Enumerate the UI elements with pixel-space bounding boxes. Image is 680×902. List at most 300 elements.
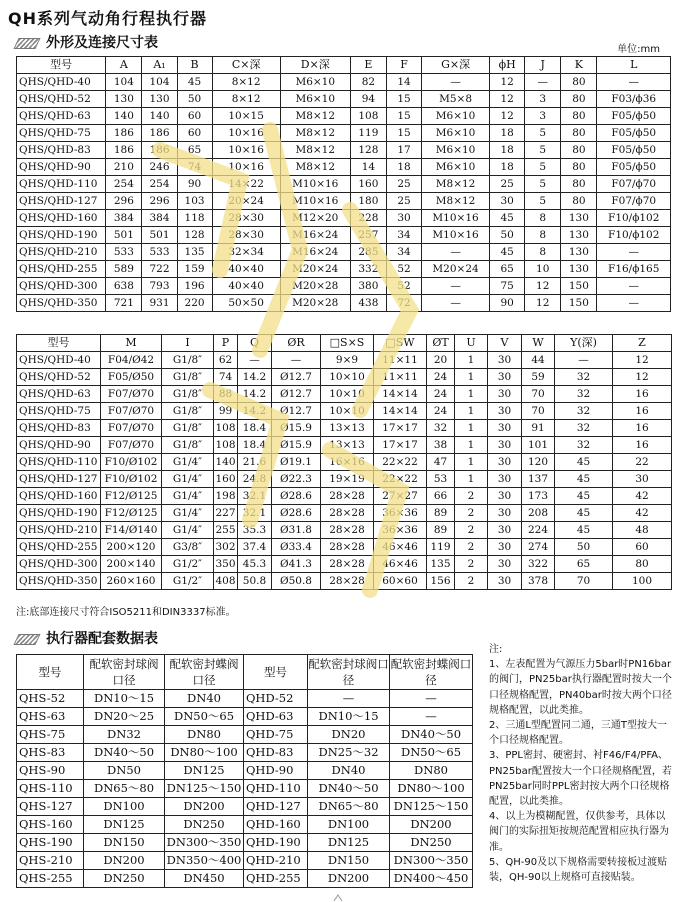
table-cell: F07/Ø70 — [101, 420, 162, 437]
table-cell: 45 — [177, 74, 212, 91]
table-cell: — — [555, 352, 613, 369]
table-cell: QHD-190 — [244, 834, 308, 852]
table-cell: 45 — [555, 522, 613, 539]
table-cell: 255 — [214, 522, 238, 539]
table-cell: 8 — [525, 227, 561, 244]
table-cell: M8×12 — [280, 159, 350, 176]
table-cell: QHS/QHD-255 — [17, 261, 106, 278]
table-cell: DN40～50 — [308, 780, 390, 798]
table-cell: DN20～25 — [84, 708, 165, 726]
section-bar-icon — [13, 38, 40, 49]
table-cell: 14 — [386, 74, 421, 91]
table-cell: 30 — [488, 471, 522, 488]
table-cell: 45.3 — [238, 556, 272, 573]
note-item: 2、三通L型配置同二通，三通T型按大一个口径规格配置。 — [489, 720, 668, 747]
table-cell: 50 — [555, 539, 613, 556]
table-cell: 60 — [177, 108, 212, 125]
column-header: □S×S — [321, 335, 374, 352]
table-cell: — — [597, 295, 671, 312]
table-cell: 16 — [613, 437, 672, 454]
table-cell: DN200 — [84, 852, 165, 870]
page-title: QH系列气动角行程执行器 — [8, 9, 207, 28]
table-cell: 5 — [525, 176, 561, 193]
column-header: 配软密封球阀口径 — [84, 655, 165, 690]
table-cell: 18.4 — [238, 437, 272, 454]
table-cell: — — [422, 278, 490, 295]
table-cell: — — [308, 690, 390, 708]
table-cell: 2 — [455, 573, 488, 590]
table-cell: 501 — [142, 227, 177, 244]
table-cell: 50 — [490, 227, 525, 244]
table-cell: 210 — [106, 159, 142, 176]
table-cell: 94 — [350, 91, 386, 108]
table-cell: QHS/QHD-52 — [17, 91, 106, 108]
table-cell: DN65～80 — [308, 798, 390, 816]
column-header: P — [214, 335, 238, 352]
table-cell: — — [597, 244, 671, 261]
table-cell: DN125～150 — [390, 798, 473, 816]
table-cell: M16×24 — [280, 244, 350, 261]
table-cell: QHD-83 — [244, 744, 308, 762]
table-cell: 30 — [488, 573, 522, 590]
table-cell: DN125 — [84, 816, 165, 834]
table-cell: 15 — [386, 91, 421, 108]
table-cell: QHS/QHD-300 — [17, 556, 101, 573]
table-cell: QHS/QHD-110 — [17, 176, 106, 193]
table-cell: 186 — [106, 125, 142, 142]
table-cell: 130 — [561, 227, 597, 244]
table-cell: — — [422, 295, 490, 312]
table-cell: DN32 — [84, 726, 165, 744]
table-cell: 3 — [525, 91, 561, 108]
table-cell: F10/ϕ102 — [597, 227, 671, 244]
column-header: 配软密封球阀口径 — [308, 655, 390, 690]
table-cell: 322 — [522, 556, 555, 573]
table-cell: 1 — [455, 454, 488, 471]
table-cell: G1/8″ — [162, 420, 214, 437]
table-cell: 150 — [561, 278, 597, 295]
table-cell: 14×14 — [374, 403, 427, 420]
table-cell: Ø41.3 — [272, 556, 321, 573]
table-cell: 32 — [427, 420, 455, 437]
table-cell: Ø19.1 — [272, 454, 321, 471]
table-cell: 45 — [555, 454, 613, 471]
table-cell: 130 — [561, 244, 597, 261]
table-cell: 89 — [427, 505, 455, 522]
table-cell: 13×13 — [321, 437, 374, 454]
column-header: 型号 — [244, 655, 308, 690]
table-cell: — — [525, 74, 561, 91]
table-cell: 721 — [106, 295, 142, 312]
table-cell: 13×13 — [321, 420, 374, 437]
table-cell: M20×24 — [422, 261, 490, 278]
table-cell: F05/ϕ50 — [597, 142, 671, 159]
table-cell: 45 — [490, 244, 525, 261]
table-cell: 22 — [613, 454, 672, 471]
table-row — [17, 522, 672, 539]
table-cell: 589 — [106, 261, 142, 278]
table-cell: 150 — [561, 295, 597, 312]
table-cell: 40×40 — [212, 278, 280, 295]
table-cell: 50 — [177, 91, 212, 108]
table-cell: 18 — [490, 142, 525, 159]
table-cell: G1/4″ — [162, 505, 214, 522]
column-header: L — [597, 57, 671, 74]
table-cell: 15 — [386, 108, 421, 125]
table-cell: 140 — [106, 108, 142, 125]
table-cell: QHD-75 — [244, 726, 308, 744]
table-row — [17, 505, 672, 522]
table-row — [17, 437, 672, 454]
table-cell: M20×24 — [280, 261, 350, 278]
table-cell: Ø12.7 — [272, 403, 321, 420]
table-cell: 120 — [522, 454, 555, 471]
table-cell: G1/4″ — [162, 488, 214, 505]
table-cell: 32 — [555, 369, 613, 386]
table-cell: 16 — [613, 403, 672, 420]
table-cell: M16×24 — [280, 227, 350, 244]
table-cell: QHS/QHD-75 — [17, 403, 101, 420]
table-row — [17, 352, 672, 369]
table-cell: DN50～65 — [390, 744, 473, 762]
table-row — [17, 744, 473, 762]
table-cell: 47 — [427, 454, 455, 471]
table-cell: Ø12.7 — [272, 369, 321, 386]
table-cell: 14×14 — [374, 386, 427, 403]
table-cell: M8×12 — [280, 125, 350, 142]
column-header: M — [101, 335, 162, 352]
table-cell: QHS/QHD-40 — [17, 74, 106, 91]
table-cell: QHS/QHD-190 — [17, 227, 106, 244]
table-cell: 246 — [142, 159, 177, 176]
table-cell: QHS/QHD-210 — [17, 244, 106, 261]
note-item: 5、QH-90及以下规格需要转接板过渡贴装，QH-90以上规格可直接贴装。 — [489, 856, 668, 884]
table-cell: Ø33.4 — [272, 539, 321, 556]
table-cell: 30 — [488, 488, 522, 505]
table-cell: DN65～80 — [84, 780, 165, 798]
table-cell: 80 — [561, 193, 597, 210]
table-cell: 52 — [386, 278, 421, 295]
table-cell: 12 — [490, 74, 525, 91]
table-cell: 12 — [613, 369, 672, 386]
table-cell: 89 — [427, 522, 455, 539]
table-cell: 30 — [488, 505, 522, 522]
table-cell: G1/2″ — [162, 573, 214, 590]
table-cell: F07/Ø70 — [101, 386, 162, 403]
table-cell: 80 — [561, 159, 597, 176]
table-cell: 30 — [488, 556, 522, 573]
table-cell: 62 — [214, 352, 238, 369]
table-row — [17, 278, 671, 295]
table-cell: 101 — [522, 437, 555, 454]
table-row — [17, 556, 672, 573]
table-cell: 380 — [350, 278, 386, 295]
column-header: ØR — [272, 335, 321, 352]
table-row — [17, 708, 473, 726]
table-cell: 20×24 — [212, 193, 280, 210]
table-cell: QHS-52 — [17, 690, 84, 708]
table-cell: 128 — [350, 142, 386, 159]
table-cell: QHS-210 — [17, 852, 84, 870]
table-cell: 5 — [525, 125, 561, 142]
table-cell: 45 — [555, 505, 613, 522]
table-cell: M10×16 — [422, 227, 490, 244]
table-cell: 19×19 — [321, 471, 374, 488]
table-cell: 100 — [613, 573, 672, 590]
column-header: 型号 — [17, 57, 106, 74]
table-cell: M20×28 — [280, 295, 350, 312]
table-row — [17, 244, 671, 261]
table-cell: 10×16 — [212, 142, 280, 159]
table-cell: 2 — [455, 539, 488, 556]
table-cell: 24 — [427, 369, 455, 386]
table-cell: 65 — [490, 261, 525, 278]
table-cell: 8×12 — [212, 74, 280, 91]
column-header: ØT — [427, 335, 455, 352]
table-cell: QHS-255 — [17, 870, 84, 888]
table-cell: DN25～32 — [308, 744, 390, 762]
table-cell: QHS/QHD-160 — [17, 488, 101, 505]
table-row — [17, 142, 671, 159]
table-cell: 10×10 — [321, 403, 374, 420]
table-cell: QHS/QHD-90 — [17, 437, 101, 454]
table-cell: G1/8″ — [162, 386, 214, 403]
table-cell: 15 — [386, 125, 421, 142]
table-cell: 200×140 — [101, 556, 162, 573]
table-cell: 104 — [106, 74, 142, 91]
column-header: Z — [613, 335, 672, 352]
table-cell: F05/ϕ50 — [597, 159, 671, 176]
table-cell: 30 — [488, 437, 522, 454]
table-cell: G1/8″ — [162, 437, 214, 454]
table-cell: DN250 — [165, 816, 244, 834]
table-cell: 32 — [555, 437, 613, 454]
table-cell: 302 — [214, 539, 238, 556]
table-cell: 30 — [488, 386, 522, 403]
table-cell: QHS/QHD-160 — [17, 210, 106, 227]
table-cell: 82 — [350, 74, 386, 91]
column-header: 配软密封蝶阀口径 — [165, 655, 244, 690]
table-cell: 638 — [106, 278, 142, 295]
table-cell: F12/Ø125 — [101, 505, 162, 522]
table-cell: 25 — [386, 193, 421, 210]
table-cell: DN20 — [308, 726, 390, 744]
table-row — [17, 403, 672, 420]
table-cell: DN80 — [390, 762, 473, 780]
table-cell: 32×34 — [212, 244, 280, 261]
column-header: K — [561, 57, 597, 74]
table-cell: DN10～15 — [308, 708, 390, 726]
table-row — [17, 108, 671, 125]
table-cell: 24.8 — [238, 471, 272, 488]
table-cell: 30 — [488, 369, 522, 386]
table-cell: 10×10 — [321, 386, 374, 403]
table-cell: 36×36 — [374, 505, 427, 522]
table-cell: F10/Ø102 — [101, 471, 162, 488]
page-mark-icon — [333, 893, 343, 902]
table-cell: 1 — [455, 369, 488, 386]
table-cell: 25 — [490, 176, 525, 193]
column-header: F — [386, 57, 421, 74]
table-cell: 2 — [455, 556, 488, 573]
table-row — [17, 227, 671, 244]
table-cell: M6×10 — [422, 159, 490, 176]
table-cell: F14/Ø140 — [101, 522, 162, 539]
table-cell: F05/ϕ50 — [597, 108, 671, 125]
note-item: 3、PPL密封、硬密封、衬F46/F4/PFA、PN25bar配置按大一个口径规格配置，若PN25bar同时PPL密封按大两个口径规格配置，以此类推。 — [489, 750, 672, 808]
table-cell: DN200 — [390, 816, 473, 834]
table-cell: 18 — [490, 125, 525, 142]
table-cell: 66 — [427, 488, 455, 505]
table-cell: 198 — [214, 488, 238, 505]
table-cell: 501 — [106, 227, 142, 244]
table-cell: 17×17 — [374, 420, 427, 437]
table-cell: M10×16 — [280, 176, 350, 193]
table-cell: M8×12 — [422, 193, 490, 210]
table-cell: DN50～65 — [165, 708, 244, 726]
table-cell: 14.2 — [238, 369, 272, 386]
column-header: Q — [238, 335, 272, 352]
table-row — [17, 176, 671, 193]
table-cell: 119 — [427, 539, 455, 556]
table-cell: 160 — [350, 176, 386, 193]
table-cell: 48 — [613, 522, 672, 539]
table-cell: Ø15.9 — [272, 420, 321, 437]
table-cell: QHS-75 — [17, 726, 84, 744]
table-cell: DN50 — [84, 762, 165, 780]
table-cell: 46×46 — [374, 539, 427, 556]
table-cell: 32.1 — [238, 505, 272, 522]
table-cell: DN80 — [165, 726, 244, 744]
table-cell: DN350～400 — [165, 852, 244, 870]
table-cell: QHS/QHD-75 — [17, 125, 106, 142]
table-cell: Ø22.3 — [272, 471, 321, 488]
table-row — [17, 762, 473, 780]
table-cell: QHS/QHD-127 — [17, 193, 106, 210]
table-cell: F07/Ø70 — [101, 403, 162, 420]
table-cell: QHD-255 — [244, 870, 308, 888]
note-item: 4、以上为模糊配置，仅供参考，具体以阀门的实际扭矩按规范配置相应执行器为准。 — [489, 811, 669, 853]
table-row — [17, 261, 671, 278]
table-cell: 40×40 — [212, 261, 280, 278]
table-cell: 119 — [350, 125, 386, 142]
table-cell: DN100 — [84, 798, 165, 816]
table-cell: 50×50 — [212, 295, 280, 312]
table-cell: DN125 — [308, 834, 390, 852]
table-cell: 3 — [525, 108, 561, 125]
table-cell: 53 — [427, 471, 455, 488]
table-cell: 88 — [214, 386, 238, 403]
table-cell: 28×28 — [321, 556, 374, 573]
table-cell: 2 — [455, 505, 488, 522]
table-cell: 10×16 — [212, 125, 280, 142]
table-cell: 137 — [522, 471, 555, 488]
table-cell: 274 — [522, 539, 555, 556]
table-row — [17, 816, 473, 834]
table-cell: DN125 — [165, 762, 244, 780]
table-cell: 130 — [106, 91, 142, 108]
table-cell: DN300～350 — [390, 852, 473, 870]
section-heading-dimensions — [16, 32, 158, 52]
table-cell: 16 — [613, 386, 672, 403]
table-cell: DN450 — [165, 870, 244, 888]
table-cell: G1/4″ — [162, 471, 214, 488]
table-cell: QHS/QHD-52 — [17, 369, 101, 386]
table-cell: DN100 — [308, 816, 390, 834]
column-header: J — [525, 57, 561, 74]
table-cell: M6×10 — [422, 142, 490, 159]
table-cell: DN125～150 — [165, 780, 244, 798]
table-cell: 200×120 — [101, 539, 162, 556]
table-cell: 108 — [214, 420, 238, 437]
table-cell: 296 — [106, 193, 142, 210]
table-cell: 32.1 — [238, 488, 272, 505]
table-cell: F05/ϕ50 — [597, 125, 671, 142]
table-row — [17, 295, 671, 312]
table-cell: 12 — [525, 295, 561, 312]
table-cell: 32 — [555, 420, 613, 437]
table-row — [17, 91, 671, 108]
table-cell: — — [390, 690, 473, 708]
table-row — [17, 193, 671, 210]
table-cell: F07/ϕ70 — [597, 193, 671, 210]
table-cell: M20×28 — [280, 278, 350, 295]
table-cell: F12/Ø125 — [101, 488, 162, 505]
column-header: D×深 — [280, 57, 350, 74]
table-cell: 196 — [177, 278, 212, 295]
table-cell: 16×16 — [321, 454, 374, 471]
table-cell: 35.3 — [238, 522, 272, 539]
table-cell: 12 — [525, 278, 561, 295]
table-cell: DN80～100 — [390, 780, 473, 798]
table-cell: F03/ϕ36 — [597, 91, 671, 108]
table-cell: QHS/QHD-300 — [17, 278, 106, 295]
table-cell: 30 — [488, 454, 522, 471]
table-cell: 44 — [522, 352, 555, 369]
table-row — [17, 726, 473, 744]
table-cell: QHS/QHD-83 — [17, 420, 101, 437]
table-cell: 24 — [427, 386, 455, 403]
notes-heading: 注: — [489, 644, 503, 655]
table-cell: QHS/QHD-350 — [17, 295, 106, 312]
table-cell: DN250 — [84, 870, 165, 888]
table-cell: 140 — [142, 108, 177, 125]
table-cell: 28×30 — [212, 227, 280, 244]
table-cell: Ø28.6 — [272, 488, 321, 505]
table-cell: 28×28 — [321, 522, 374, 539]
table-cell: QHD-210 — [244, 852, 308, 870]
table-cell: M5×8 — [422, 91, 490, 108]
column-header: □SW — [374, 335, 427, 352]
column-header: 型号 — [17, 655, 84, 690]
table-cell: 80 — [561, 176, 597, 193]
table-cell: 14.2 — [238, 403, 272, 420]
table-cell: 45 — [555, 471, 613, 488]
table-cell: M8×12 — [280, 142, 350, 159]
column-header: G×深 — [422, 57, 490, 74]
table-cell: 296 — [142, 193, 177, 210]
table-cell: 70 — [555, 573, 613, 590]
table-cell: 173 — [522, 488, 555, 505]
table-row — [17, 690, 473, 708]
table-cell: G1/8″ — [162, 403, 214, 420]
table-cell: 38 — [427, 437, 455, 454]
table-cell: 28×28 — [321, 488, 374, 505]
column-header: 型号 — [17, 335, 101, 352]
table-row — [17, 780, 473, 798]
table-cell: 384 — [142, 210, 177, 227]
table-cell: 1 — [455, 352, 488, 369]
